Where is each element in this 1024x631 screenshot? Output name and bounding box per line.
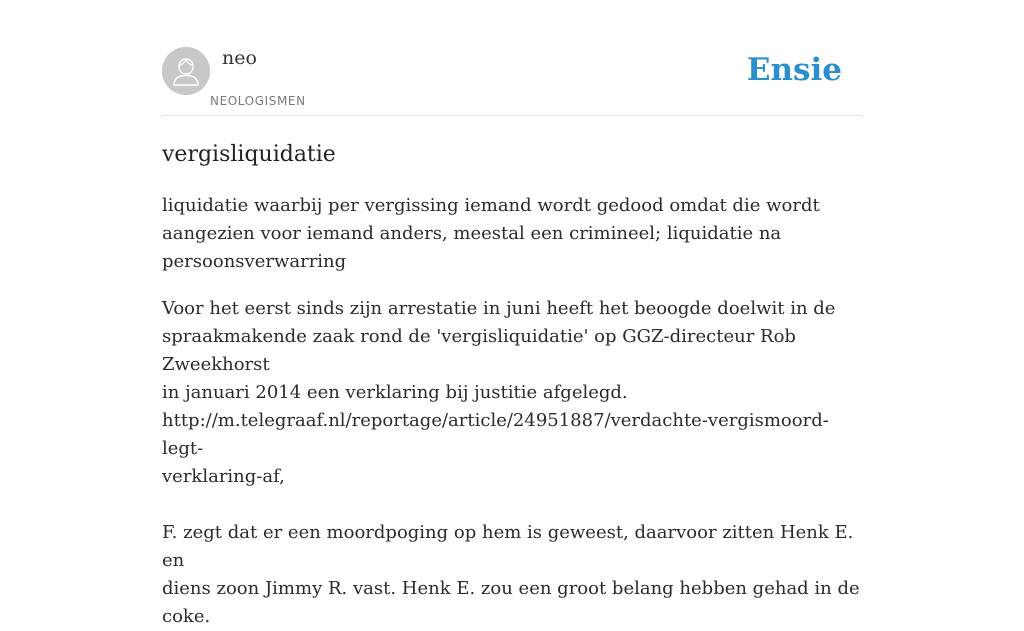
entry-card [162, 0, 862, 627]
user-silhouette-icon [162, 47, 210, 95]
category-link[interactable]: NEOLOGISMEN [210, 94, 306, 108]
entry-header [162, 0, 862, 116]
brand-logo[interactable]: Ensie [746, 52, 842, 88]
username-link[interactable]: neo [222, 47, 257, 69]
user-avatar-icon[interactable] [162, 47, 210, 95]
entry-definition: liquidatie waarbij per vergissing iemand wordt gedood omdat die wordt aangezien voor iemand anders, meestal een crimineel; liquidatie na persoonsverwarring [162, 195, 820, 272]
entry-term: vergisliquidatie [162, 142, 336, 167]
entry-example: Voor het eerst sinds zijn arrestatie in juni heeft het beoogde doelwit in de spraakmakende zaak rond de 'vergisliquidatie' op GGZ-directeur Rob Zweekhorst in januari 2014 een verklaring bij justitie afgelegd. http://m.telegraaf.nl/reportage/article/24951887/verdachte-vergismoord-legt- verklaring-af, F. zegt dat er een moordpoging op hem is geweest, daarvoor zitten Henk E. en diens zoon Jimmy R. vast. Henk E. zou een groot belang hebben gehad in de coke. [162, 298, 860, 627]
